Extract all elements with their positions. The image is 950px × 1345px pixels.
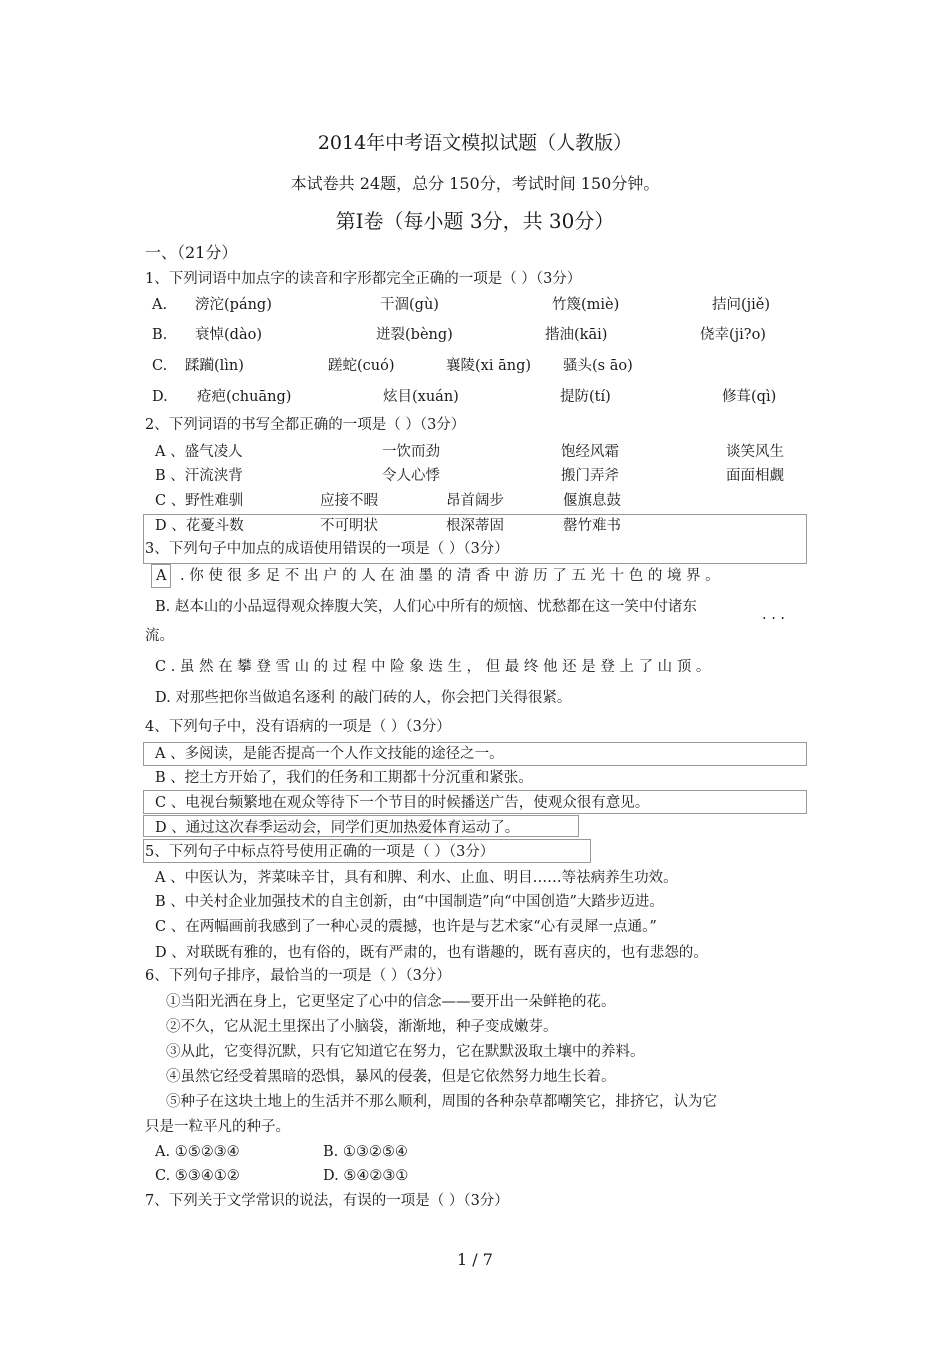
page-number: 1 / 7 [457,1250,493,1269]
question-7-stem: 7、下列关于文学常识的说法，有误的一项是（ ）（3分） [145,1193,509,1209]
q2-option-d-2: 不可明状 [320,518,378,534]
q6-option-a: A. ①⑤②③④ [155,1144,240,1160]
q2-option-c-1: C 、野性难驯 [155,493,244,509]
q2-option-b-4: 面面相觑 [726,468,784,484]
question-2-stem: 2、下列词语的书写全都正确的一项是（ ）（3分） [145,417,466,433]
q5-option-d: D 、对联既有雅的，也有俗的，既有严肃的，也有谐趣的，既有喜庆的，也有悲怨的。 [155,945,708,961]
q2-option-b-3: 搬门弄斧 [561,468,619,484]
q2-option-a-3: 饱经风霜 [561,444,619,460]
q1-option-b-4: 侥幸(ji?o) [700,327,766,343]
q5-option-a: A 、中医认为，荠菜味辛甘，具有和脾、利水、止血、明目……等祛病养生功效。 [155,870,678,886]
q1-option-b-2: 迸裂(bèng) [376,327,453,343]
q1-option-a-4: 拮问(jiě) [712,297,771,313]
q4-option-d: D 、通过这次春季运动会，同学们更加热爱体育运动了。 [155,820,520,836]
q3-option-d: D. 对那些把你当做追名逐利 的敲门砖的人，你会把门关得很紧。 [155,690,572,706]
q3-option-c: C . 虽 然 在 攀 登 雪 山 的 过 程 中 险 象 迭 生 ， 但 最 终 他 还 是 登 上 了 山 顶 。 [155,659,711,675]
q2-option-d-3: 根深蒂固 [446,518,504,534]
q1-option-d-4: 修葺(qì) [722,389,777,405]
q5-option-c: C 、在两幅画前我感到了一种心灵的震撼，也许是与艺术家“心有灵犀一点通。” [155,919,657,935]
q3-option-b-dots: . . . [762,607,786,623]
q1-option-d-2: 炫目(xuán) [383,389,459,405]
section-heading: 一、（21分） [145,243,238,262]
q1-option-c-3: 襄陵(xi āng) [446,358,532,374]
q6-option-b: B. ①③②⑤④ [323,1144,408,1160]
q2-option-c-2: 应接不暇 [320,493,378,509]
q3-option-a: . 你 使 很 多 足 不 出 户 的 人 在 油 墨 的 清 香 中 游 历 了 五 光 十 色 的 境 界 。 [180,568,720,584]
q4-option-c: C 、电视台频繁地在观众等待下一个节目的时候播送广告，使观众很有意见。 [155,795,650,811]
q2-option-a-2: 一饮而劲 [382,444,440,460]
question-4-stem: 4、下列句子中，没有语病的一项是（ ）（3分） [145,719,451,735]
q2-option-d-1: D 、花憂斗数 [155,518,244,534]
q4-option-a: A 、多阅读，是能否提高一个人作文技能的途径之一。 [155,746,504,762]
q2-option-a-1: A 、盛气凌人 [155,444,243,460]
q4-option-b: B 、挖土方开始了，我们的任务和工期都十分沉重和紧张。 [155,770,533,786]
exam-title: 2014年中考语文模拟试题（人教版） [317,132,633,154]
question-1-stem: 1、下列词语中加点字的读音和字形都完全正确的一项是（ ）（3分） [145,271,582,287]
q2-option-b-2: 令人心悸 [382,468,440,484]
q6-sentence-2: ②不久，它从泥土里探出了小脑袋，渐渐地，种子变成嫩芽。 [166,1019,558,1035]
q1-option-c-2: 蹉蛇(cuó) [328,358,395,374]
q6-sentence-5-cont: 只是一粒平凡的种子。 [145,1119,290,1135]
question-6-stem: 6、下列句子排序，最恰当的一项是（ ）（3分） [145,968,451,984]
q5-option-b: B 、中关村企业加强技术的自主创新，由“中国制造”向“中国创造”大踏步迈进。 [155,894,664,910]
q6-sentence-5: ⑤种子在这块土地上的生活并不那么顺利，周围的各种杂草都嘲笑它，排挤它，认为它 [166,1094,717,1110]
q6-option-c: C. ⑤③④①② [155,1168,240,1184]
q1-option-d-1: 疮疤(chuāng) [197,389,292,405]
q6-sentence-3: ③从此，它变得沉默，只有它知道它在努力，它在默默汲取土壤中的养料。 [166,1044,645,1060]
q3-option-b-cont: 流。 [145,628,174,644]
q1-option-b-3: 揩油(kāi) [545,327,608,343]
q6-sentence-1: ①当阳光洒在身上，它更坚定了心中的信念——要开出一朵鲜艳的花。 [166,994,616,1010]
q1-option-a-3: 竹篾(miè) [552,297,620,313]
q2-option-d-4: 罄竹难书 [563,518,621,534]
q3-option-b: B. 赵本山的小品逗得观众捧腹大笑，人们心中所有的烦恼、忧愁都在这一笑中付诸东 [155,599,697,615]
q2-option-b-1: B 、汗流浃背 [155,468,243,484]
question-5-stem: 5、下列句子中标点符号使用正确的一项是（ ）（3分） [145,844,495,860]
part-heading: 第Ⅰ卷（每小题 3分，共 30分） [335,209,615,233]
q6-sentence-4: ④虽然它经受着黑暗的恐惧，暴风的侵袭，但是它依然努力地生长着。 [166,1069,616,1085]
q2-option-a-4: 谈笑风生 [726,444,784,460]
q1-option-c-4: 骚头(s āo) [563,358,633,374]
exam-info: 本试卷共 24题，总分 150分，考试时间 150分钟。 [290,174,660,193]
q2-option-c-4: 偃旗息鼓 [563,493,621,509]
q1-option-a-label: A. [152,297,168,313]
q1-option-b-1: 衰悼(dào) [195,327,262,343]
q1-option-d-label: D. [152,389,168,405]
q1-option-c-1: 蹂躏(lìn) [185,358,244,374]
q1-option-a-1: 滂沱(páng) [195,297,272,313]
q1-option-b-label: B. [152,327,168,343]
q1-option-c-label: C. [152,358,168,374]
q1-option-a-2: 干涸(gù) [380,297,439,313]
q6-option-d: D. ⑤④②③① [323,1168,409,1184]
q1-option-d-3: 提防(tí) [560,389,611,405]
q2-option-c-3: 昂首阔步 [446,493,504,509]
q3-option-a-label: A [156,568,167,584]
question-3-stem: 3、下列句子中加点的成语使用错误的一项是（ ）（3分） [145,541,509,557]
